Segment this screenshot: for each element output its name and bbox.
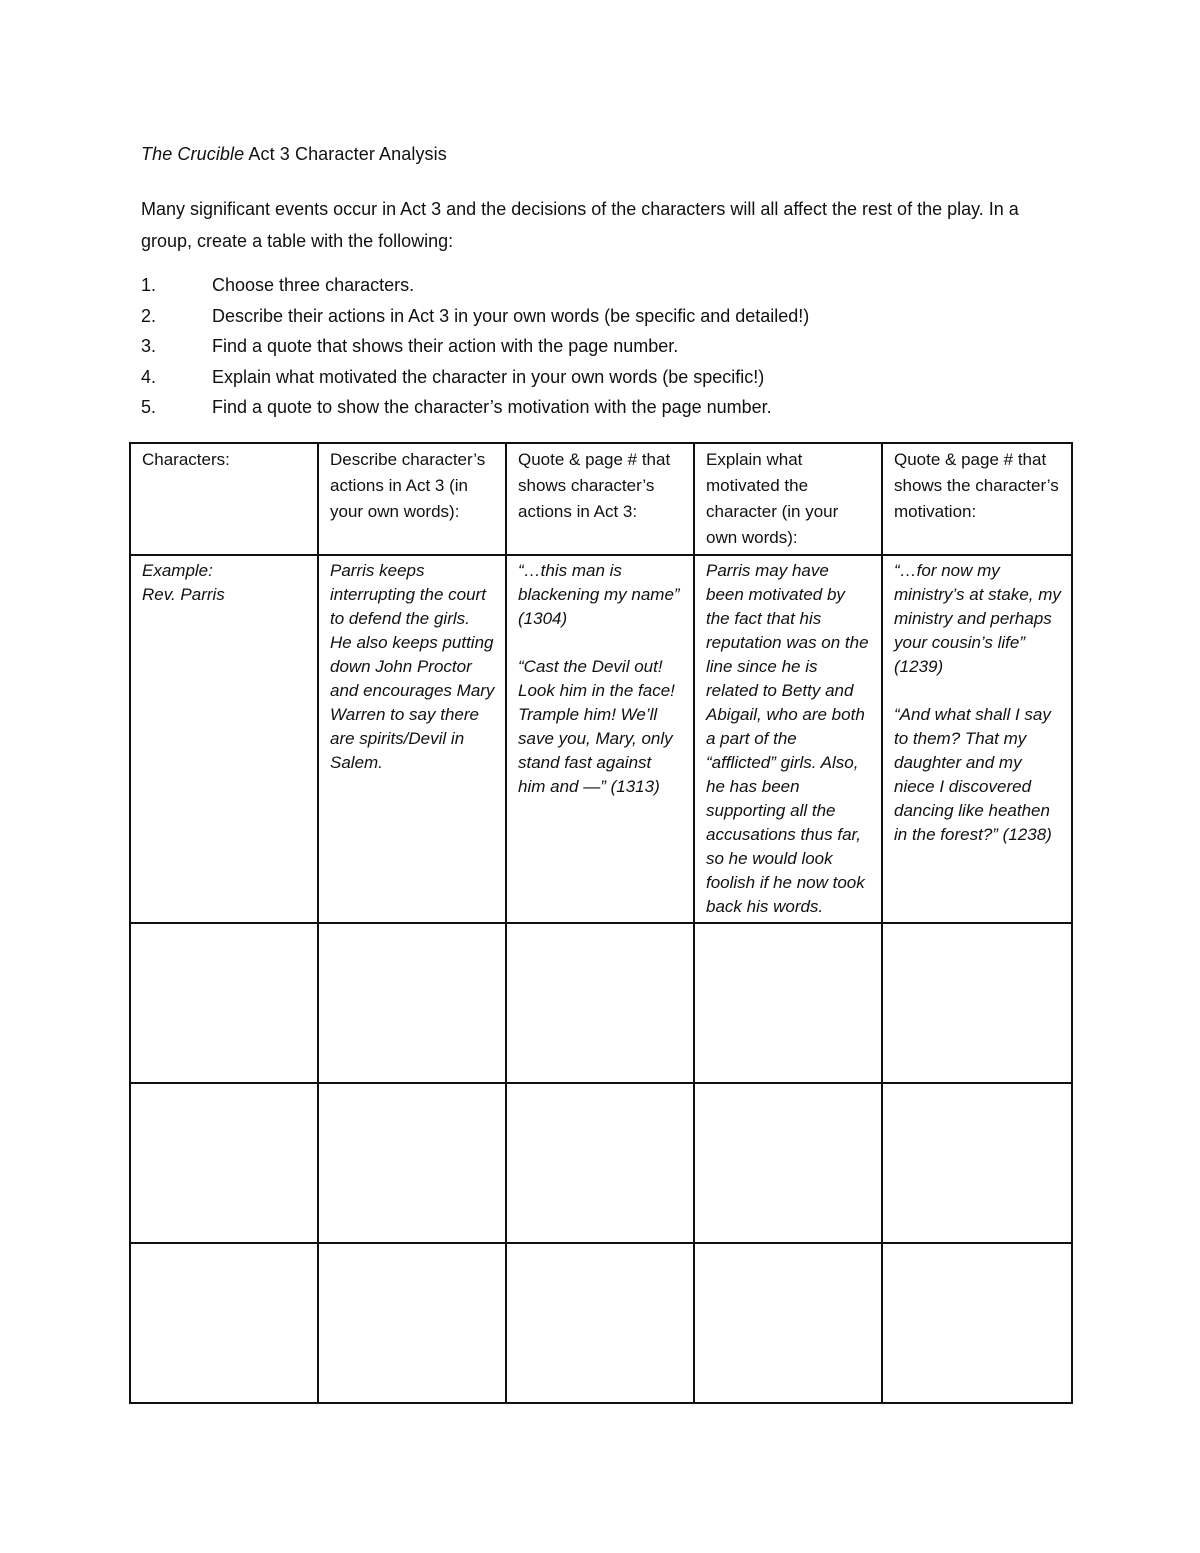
table-row: [130, 1243, 1072, 1403]
action-quote-2: “Cast the Devil out! Look him in the face! Trample him! We’ll save you, Mary, only stand fast against him and —” (1313): [518, 657, 675, 796]
table-header-row: [130, 443, 1072, 555]
example-action-quote-cell: [506, 555, 694, 923]
motivation-quote-2: “And what shall I say to them? That my daughter and my niece I discovered dancing like heathen in the forest?” (1238): [894, 705, 1052, 844]
list-item: 5. Find a quote to show the character’s motivation with the page number.: [141, 397, 772, 417]
intro-paragraph: Many significant events occur in Act 3 and the decisions of the characters will all affect the rest of the play. In a group, create a table with the following:: [141, 199, 1019, 251]
list-item: 4. Explain what motivated the character in your own words (be specific!): [141, 366, 765, 387]
example-motivation-quote-cell: [882, 555, 1072, 923]
blank-cell[interactable]: [694, 923, 882, 1083]
table-row: [130, 1083, 1072, 1243]
header-motivation: Explain what motivated the character (in your own words):: [694, 443, 882, 555]
list-item: 1. Choose three characters.: [141, 275, 415, 295]
list-item: 3. Find a quote that shows their action with the page number.: [141, 336, 679, 356]
motivation-quote-1: “…for now my ministry’s at stake, my ministry and perhaps your cousin’s life” (1239): [894, 561, 1061, 676]
blank-cell[interactable]: [882, 1243, 1072, 1403]
blank-cell[interactable]: [882, 923, 1072, 1083]
page-title: [141, 144, 447, 165]
instruction-list: [141, 273, 809, 426]
blank-cell[interactable]: [318, 1083, 506, 1243]
header-actions: Describe character’s actions in Act 3 (in your own words):: [318, 443, 506, 555]
blank-cell[interactable]: [506, 1243, 694, 1403]
blank-cell[interactable]: [130, 1243, 318, 1403]
example-character: Rev. Parris: [142, 585, 225, 604]
blank-cell[interactable]: [882, 1083, 1072, 1243]
example-actions-cell: Parris keeps interrupting the court to defend the girls. He also keeps putting down John Proctor and encourages Mary Warren to say there are spirits/Devil in Salem.: [318, 555, 506, 923]
character-analysis-table: [129, 442, 1073, 1404]
blank-cell[interactable]: [318, 923, 506, 1083]
title-rest: Act 3 Character Analysis: [244, 144, 447, 164]
header-characters: Characters:: [130, 443, 318, 555]
blank-cell[interactable]: [694, 1243, 882, 1403]
example-label: Example:: [142, 561, 213, 580]
blank-cell[interactable]: [130, 923, 318, 1083]
blank-cell[interactable]: [506, 1083, 694, 1243]
blank-cell[interactable]: [130, 1083, 318, 1243]
blank-cell[interactable]: [694, 1083, 882, 1243]
header-action-quote: Quote & page # that shows character’s actions in Act 3:: [506, 443, 694, 555]
table-row: [130, 923, 1072, 1083]
list-item: 2. Describe their actions in Act 3 in your own words (be specific and detailed!): [141, 305, 810, 326]
title-italic: The Crucible: [141, 144, 245, 164]
example-character-cell: [130, 555, 318, 923]
example-motivation-cell: Parris may have been motivated by the fact that his reputation was on the line since he is related to Betty and Abigail, who are both a part of the “afflicted” girls. Also, he has been supporting all the accusations thus far, so he would look foolish if he now took back his words.: [694, 555, 882, 923]
action-quote-1: “…this man is blackening my name” (1304): [518, 561, 680, 628]
example-row: [130, 555, 1072, 923]
blank-cell[interactable]: [318, 1243, 506, 1403]
blank-cell[interactable]: [506, 923, 694, 1083]
header-motivation-quote: Quote & page # that shows the character’s motivation:: [882, 443, 1072, 555]
